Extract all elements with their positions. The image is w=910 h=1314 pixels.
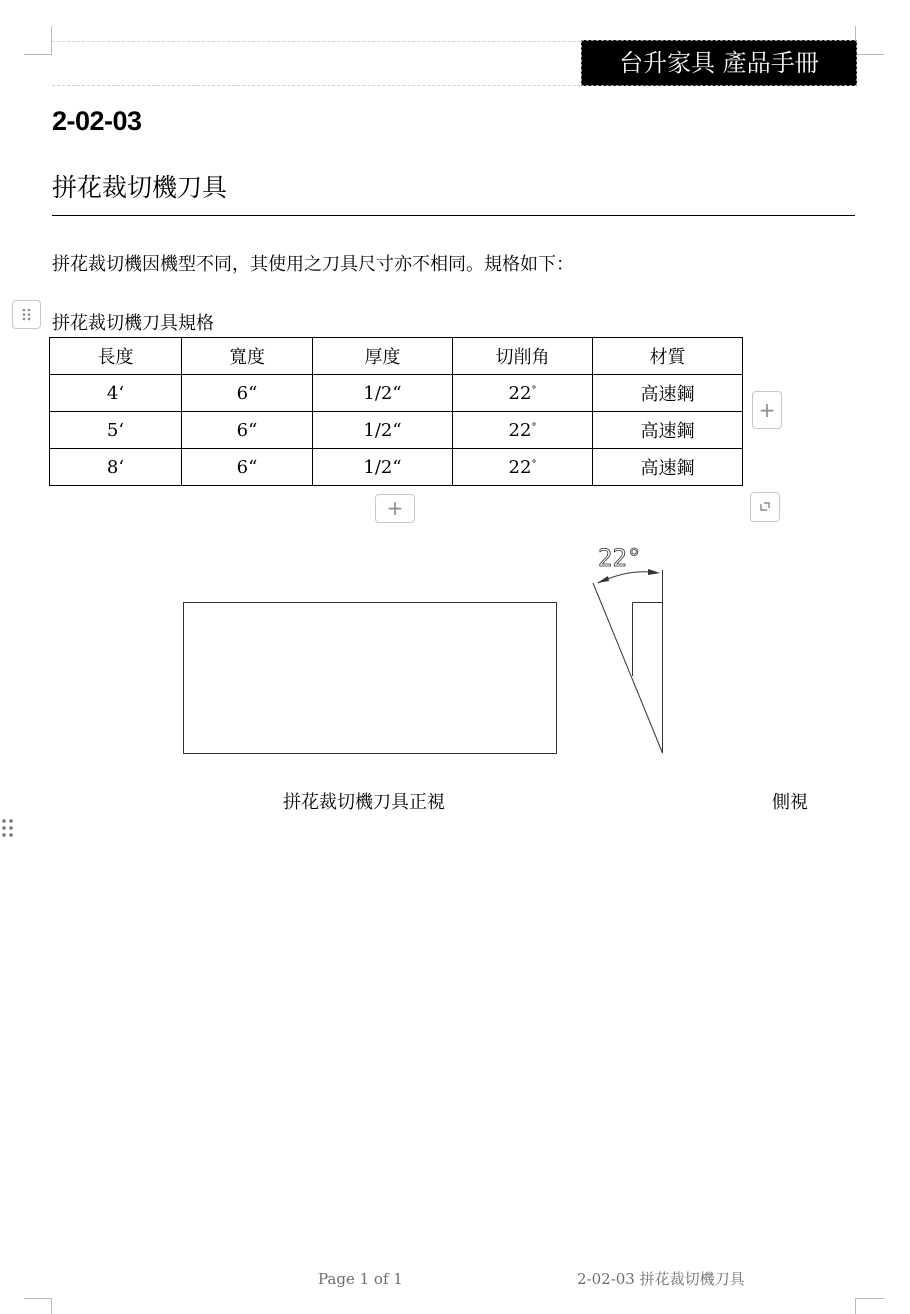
drag-dots-icon bbox=[13, 301, 40, 328]
spec-table bbox=[49, 337, 743, 486]
degree-mark: ° bbox=[531, 458, 537, 470]
degree-mark: ° bbox=[531, 421, 537, 433]
crop-mark bbox=[51, 1298, 52, 1314]
crop-mark bbox=[24, 54, 52, 55]
add-row-button[interactable] bbox=[375, 494, 415, 523]
table-resize-handle[interactable] bbox=[750, 492, 780, 522]
crop-mark bbox=[855, 1298, 856, 1314]
crop-mark bbox=[24, 1298, 52, 1299]
document-code: 2-02-03 bbox=[52, 106, 142, 136]
angle-value: 22 bbox=[508, 419, 532, 441]
table-cell[interactable]: 6“ bbox=[182, 412, 313, 449]
table-cell[interactable]: 4‘ bbox=[50, 375, 182, 412]
column-header-width: 寬度 bbox=[182, 338, 313, 375]
blade-front-view bbox=[184, 603, 557, 754]
intro-paragraph: 拼花裁切機因機型不同，其使用之刀具尺寸亦不相同。規格如下： bbox=[52, 254, 574, 275]
resize-corner-icon bbox=[751, 493, 779, 521]
column-header-material: 材質 bbox=[593, 338, 743, 375]
table-cell[interactable]: 8‘ bbox=[50, 449, 182, 486]
page-title: 拼花裁切機刀具 bbox=[52, 173, 228, 202]
table-cell[interactable] bbox=[453, 375, 593, 412]
drag-dots-icon bbox=[1, 818, 15, 842]
footer-page-number: Page 1 of 1 bbox=[318, 1270, 403, 1288]
column-header-length: 長度 bbox=[50, 338, 182, 375]
table-cell[interactable]: 1/2“ bbox=[313, 412, 453, 449]
table-caption: 拼花裁切機刀具規格 bbox=[52, 313, 214, 334]
crop-mark bbox=[856, 54, 884, 55]
angle-value: 22 bbox=[508, 456, 532, 478]
table-cell[interactable]: 1/2“ bbox=[313, 375, 453, 412]
add-column-button[interactable] bbox=[752, 391, 782, 429]
column-header-cutting-angle: 切削角 bbox=[453, 338, 593, 375]
table-row bbox=[50, 449, 743, 486]
side-view-caption: 側視 bbox=[772, 792, 808, 813]
table-cell[interactable]: 1/2“ bbox=[313, 449, 453, 486]
angle-dimension bbox=[597, 544, 660, 583]
footer-document-ref: 2-02-03 拼花裁切機刀具 bbox=[577, 1270, 745, 1288]
degree-mark: ° bbox=[531, 384, 537, 396]
column-header-thickness: 厚度 bbox=[313, 338, 453, 375]
block-drag-handle[interactable] bbox=[1, 818, 15, 842]
table-cell[interactable]: 6“ bbox=[182, 375, 313, 412]
front-view-caption: 拼花裁切機刀具正視 bbox=[283, 792, 445, 813]
plus-icon: + bbox=[758, 398, 776, 422]
angle-value: 22 bbox=[508, 382, 532, 404]
angle-label: 22° bbox=[598, 544, 642, 572]
header-badge: 台升家具 產品手冊 bbox=[581, 40, 857, 86]
table-cell[interactable]: 高速鋼 bbox=[593, 412, 743, 449]
table-header-row bbox=[50, 338, 743, 375]
table-cell[interactable]: 高速鋼 bbox=[593, 449, 743, 486]
table-cell[interactable] bbox=[453, 412, 593, 449]
table-row bbox=[50, 412, 743, 449]
title-divider bbox=[52, 215, 855, 216]
blade-side-view bbox=[593, 570, 663, 753]
table-cell[interactable] bbox=[453, 449, 593, 486]
table-drag-handle[interactable] bbox=[12, 300, 41, 329]
table-cell[interactable]: 高速鋼 bbox=[593, 375, 743, 412]
plus-icon: + bbox=[386, 496, 404, 520]
table-row bbox=[50, 375, 743, 412]
blade-drawing[interactable] bbox=[0, 530, 910, 770]
table-cell[interactable]: 6“ bbox=[182, 449, 313, 486]
crop-mark bbox=[856, 1298, 884, 1299]
table-cell[interactable]: 5‘ bbox=[50, 412, 182, 449]
